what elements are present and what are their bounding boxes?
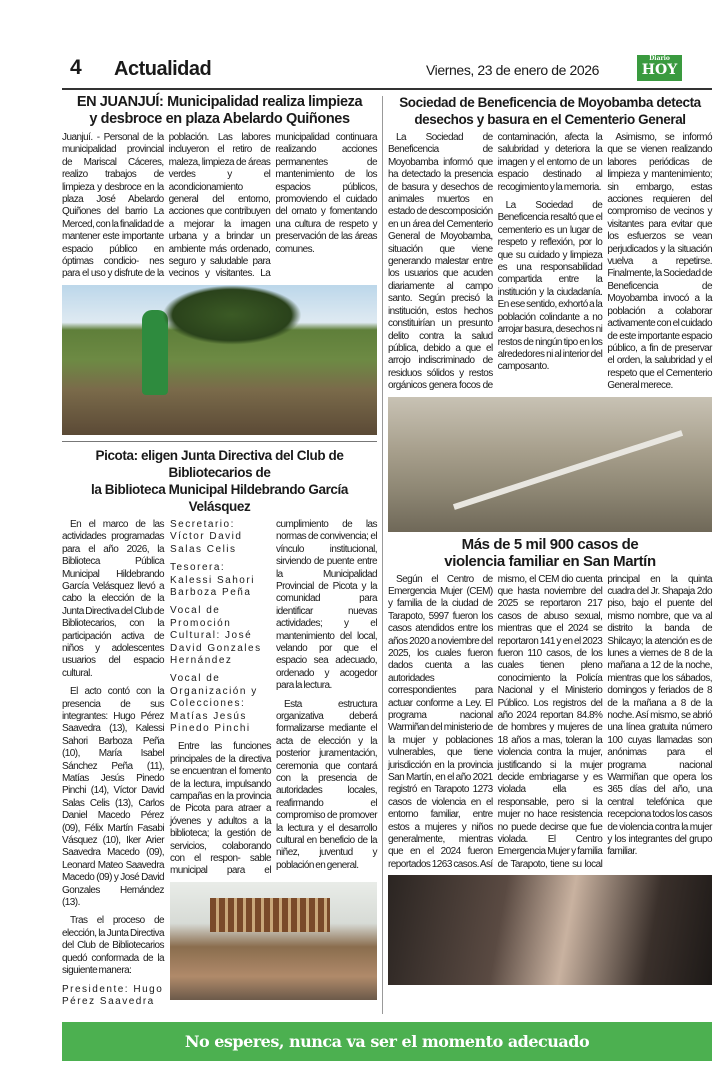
paragraph-text: La Sociedad de Beneficencia de Moyobamba informó que ha detectado la presencia de basura y desechos de animales muertos en estado de descomposición en un área del Cementerio General de Moyobamba, situación que viene generando malestar entre los usuarios que acuden diariamente al campo santo. Según precisó la institución, estos hechos constituirían un presunto delito contra la salud pública, debido a que el arrojo indiscriminado de residuos sólidos y restos orgánicos genera focos de contaminación, <box>388 132 558 392</box>
title-line: Sociedad de Beneficencia de Moyobamba detecta <box>399 95 701 110</box>
paragraph-text: sable municipal para el cumplimiento de las normas de convivencia; el vínculo institucional, sirviendo de puente entre la Municipalidad Provincial de Picota y la comunidad para identificar nuevas actividades; y el mantenimiento del local, velando por que el espacio sea adecuado, ordenado y acogedor para la lectura. <box>170 518 377 877</box>
paragraph <box>170 605 271 667</box>
paragraph-text: Entre las funciones principales de la directiva se encuentran el fomento de la lectura, impulsando campañas en la provincia de Picota para atraer a jóvenes y adultos a la biblioteca; la gestión de servicios, colaborando con el respon- <box>170 741 271 865</box>
paragraph <box>62 915 164 977</box>
column-divider <box>382 96 383 1014</box>
paragraph <box>62 519 164 680</box>
paragraph <box>62 686 164 909</box>
page-number: 4 <box>70 56 82 79</box>
paragraph-text: Tesorera: Kalessi Sahori Barboza Peña <box>170 562 255 598</box>
paragraph-text: La Sociedad de Beneficencia resaltó que el cementerio es un lugar de respeto y reflexión, por lo que su cuidado y limpieza es una responsabilidad compartida entre la institución y la ciudadanía. En ese sentido, exhortó a la población colindante a no arrojar basura, desechos ni restos de ningún tipo en los alrededores ni al interior del camposanto. <box>497 200 603 373</box>
article-body <box>388 132 712 393</box>
page-body <box>62 92 712 1014</box>
article-column <box>62 519 164 1014</box>
paragraph <box>170 673 271 735</box>
title-line: la Biblioteca Municipal Hildebrando García Velásquez <box>90 481 348 514</box>
paragraph <box>498 200 603 374</box>
article-title <box>62 94 377 128</box>
article-divider <box>62 441 377 442</box>
footer-banner: No esperes, nunca va ser el momento adecuado <box>62 1022 712 1061</box>
article-right-part <box>170 519 377 1014</box>
header-rule <box>62 88 712 90</box>
article-body <box>62 519 377 1014</box>
title-line: violencia familiar en San Martín <box>444 552 656 570</box>
paragraph <box>62 984 164 1009</box>
bookshelf <box>210 898 330 932</box>
section-title: Actualidad <box>114 58 212 80</box>
paragraph-text: Asimismo, se informó que se vienen realizando labores periódicas de limpieza y mantenimiento; sin embargo, estas acciones requieren del compromiso de vecinos y visitantes para evitar que los esfuerzos se vean perjudicados y la situación vuelva a repetirse. Finalmente, la Sociedad de Beneficencia de Moyobamba invocó a la población a colaborar activamente con el cuidado de este importante espacio público, a fin de preservar el orden, la salubridad y el respeto que el Cementerio General merece. <box>607 132 712 392</box>
photo-plaza-cleanup <box>62 285 377 435</box>
paragraph-text: Presidente: Hugo Pérez Saavedra <box>62 983 164 1007</box>
issue-date: Viernes, 23 de enero de 2026 <box>426 62 600 78</box>
photo-library-children <box>170 882 377 1000</box>
paragraph-text: Vocal de Promoción Cultural: José David Gonzales Hernández <box>170 605 262 666</box>
paragraph-text: nes para el uso y disfrute de la población. Las labores incluyeron el retiro de maleza, limpieza de áreas verdes y el acondicionamiento general del entorno, acciones que contribuyen a mejorar la imagen urbana y a brindar un ambiente más <box>62 132 271 280</box>
article-body <box>62 132 377 281</box>
left-column <box>62 92 377 1014</box>
paragraph-text: Esta estructura organizativa deberá formalizarse mediante el acta de elección y la posterior juramentación, ceremonia que contará con la presencia de autoridades locales, reafirmando el compromiso de promover la lectura y el desarrollo cultural en beneficio de la niñez, juventud y población en general. <box>276 698 377 871</box>
paragraph-text: Según el Centro de Emergencia Mujer (CEM) y familia de la ciudad de Tarapoto, 5997 fueron los casos atendidos entre los años 2020 a noviembre del 2025, los cuales fueron dados cuenta a las autoridades correspondientes para actuar conforme a Ley. El programa nacional Warmiñan del ministerio de la mujer y poblaciones vulnerables, que tiene jurisdicción en la provincia San Martín, en el año 2021 registró en Tarapoto 1273 casos de violencia en el entorno familiar, entre estos a mujeres y niños generalmente, mientras que en el 2024 fueron reportados 1263 casos. Así mismo, el CEM dio cuenta que hasta noviembre del 2025 se reportaron 217 casos de abuso sexual, mientras que el 2024 se reportaron 141 y en el 2023 fueron 110 casos, de los cuales tienen pleno conocimiento la Policía Nacional y el Ministerio Público. Los registros del año 2024 reportan 84.8% de hombres y <box>388 573 603 870</box>
paragraph <box>388 574 712 872</box>
paragraph-text: mujeres de 18 años a mas, toleran la violencia contra la mujer, justificando si la mujer decide embriagarse y es violada ella es responsable, pero si la mujer no hace resistencia no puede decirse que fue violada. El Centro Emergencia Mujer y familia de Tarapoto, tiene su local principal en la quinta cuadra del Jr. Shapaja 2do piso, bajo el puente del mismo nombre, que va al distrito la banda de Shilcayo; la <box>497 573 712 870</box>
paragraph <box>276 699 377 873</box>
logo-big: HOY <box>641 62 678 78</box>
paragraph <box>607 132 712 393</box>
title-line: Picota: eligen Junta Directiva del Club de Bibliotecarios de <box>95 447 344 480</box>
paragraph <box>62 132 377 281</box>
cross-beam <box>453 430 683 510</box>
page-header <box>62 0 712 92</box>
article-title <box>388 94 712 128</box>
photo-violence-awareness <box>388 875 712 985</box>
article-title <box>62 447 377 515</box>
paragraph-text: ordenado, seguro y saludable para vecinos y visitantes. La municipalidad continuara realizando acciones permanentes de mantenimiento de los espacios públicos, promoviendo el cuidado del ornato y fomentando una cultura de respeto y preservación de las áreas comunes. <box>168 132 377 280</box>
paragraph-text: atención es de lunes a viernes de 8 de la mañana a 12 de la noche, mientras que los sábados, domingos y feriados de 8 de la mañana a 8 de la noche. Así mismo, se abrió una línea gratuita número 100 cuyas llamadas son anónimas para el programa nacional Warmiñan que opera los 365 días del año, una central telefónica que recepciona todos los casos de violencia contra la mujer y los integrantes del grupo familiar. <box>607 635 712 858</box>
title-line: desechos y basura en el Cementerio General <box>414 112 686 127</box>
paragraph-text: afecta la salubridad y deteriora la imagen y el entorno de un espacio destinado al recogimiento y la memoria. <box>497 132 603 193</box>
paragraph-text: Secretario: Víctor David Salas Celis <box>170 518 243 555</box>
article-title <box>388 536 712 570</box>
newspaper-logo <box>637 55 682 81</box>
paragraph-text: En el marco de las actividades programadas para el año 2026, la Biblioteca Pública Municipal Hildebrando García Velásquez llevó a cabo la elección de la Junta Directiva del Club de Bibliotecarios, con la participación activa de niños y adolescentes usuarios del espacio cultural. <box>62 518 164 679</box>
title-line: y desbroce en plaza Abelardo Quiñones <box>89 111 350 127</box>
paragraph-text: El acto contó con la presencia de sus integrantes: Hugo Pérez Saavedra (13), Kalessi Sahori Barboza Peña (10), María Isabel Sánchez Peña (11), Matías Jesús Pinedo Pinchi (14), Víctor David Salas Celis (13), Carlos Daniel Macedo Pérez (09), Félix Martín Fasabi Vásquez (10), Iker Arier Saavedra Macedo (09), Leonard Mateo Saavedra Macedo (09) y José David Gonzales Hernández (13). <box>62 686 164 909</box>
right-column <box>388 92 712 989</box>
paragraph <box>170 519 271 556</box>
paragraph-text: Tras el proceso de elección, la Junta Directiva del Club de Bibliotecarios quedó conformada de la siguiente manera: <box>62 915 164 977</box>
paragraph-text: Juanjuí. - Personal de la municipalidad provincial de Mariscal Cáceres, realizo trabajos de limpieza y desbroce en la plaza José Abelardo Quiñones del barrio La Merced, con la finalidad de mantener este importante espacio público en óptimas condicio- <box>62 132 164 268</box>
title-line: Más de 5 mil 900 casos de <box>461 535 639 553</box>
tree-canopy <box>162 285 302 345</box>
article-columns <box>170 519 377 878</box>
logo-small: Diario <box>649 55 670 62</box>
photo-cemetery <box>388 397 712 532</box>
title-line: EN JUANJUÍ: Municipalidad realiza limpieza <box>76 94 363 110</box>
paragraph-text: Vocal de Organización y Colecciones: Matías Jesús Pinedo Pinchi <box>170 673 258 734</box>
paragraph <box>170 562 271 599</box>
article-body <box>388 574 712 872</box>
